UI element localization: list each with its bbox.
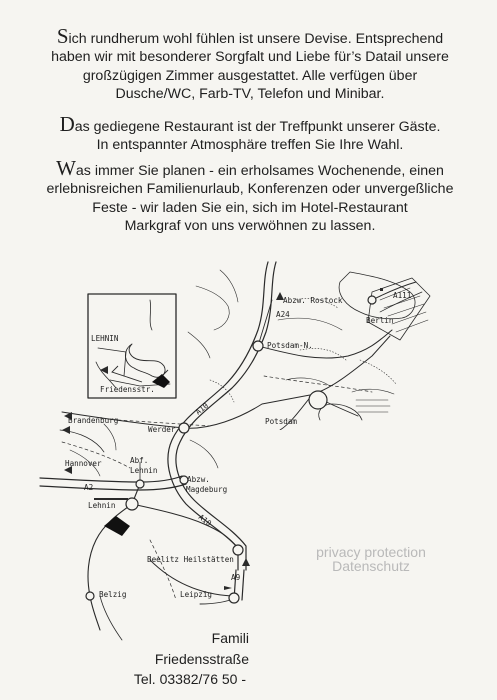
label-berlin: Berlin — [366, 316, 394, 325]
intro-paragraph-events — [20, 156, 480, 235]
inset-town-label: LEHNIN — [91, 334, 119, 343]
text-line: Feste - wir laden Sie ein, sich im Hotel-Restaurant — [92, 199, 408, 216]
drop-letter: S — [56, 24, 69, 48]
label-a10-low: A10 — [196, 512, 214, 529]
label-abf-lehnin: Lehnin — [130, 466, 158, 475]
text-line: Markgraf von uns verwöhnen zu lassen. — [124, 217, 376, 234]
text-line: as gediegene Restaurant ist der Treffpunkt unserer Gäste. — [74, 119, 441, 135]
label-a24: A24 — [276, 310, 290, 319]
privacy-watermark — [296, 545, 446, 573]
inset-street-label: Friedensstr. — [100, 385, 155, 394]
junction-werder — [179, 423, 189, 433]
label-lehnin: Lehnin — [88, 501, 116, 510]
junction-beelitz — [233, 545, 243, 555]
label-a111: A111 — [393, 291, 412, 300]
label-a2: A2 — [84, 483, 94, 492]
a2-road — [40, 476, 182, 482]
label-magdeburg: Magdeburg — [186, 485, 228, 494]
label-belzig: Belzig — [99, 590, 127, 599]
junction-belzig — [86, 592, 94, 600]
text-line: erlebnisreichen Familienurlaub, Konferenzen oder unvergeßliche — [46, 181, 454, 198]
drop-letter: D — [59, 112, 75, 136]
text-line: großzügigen Zimmer ausgestattet. Alle verfügen über — [82, 67, 418, 84]
label-leipzig: Leipzig — [180, 590, 213, 599]
label-potsdam-n: Potsdam-N. — [267, 341, 313, 350]
label-brandenburg: Brandenburg — [68, 416, 119, 425]
label-a10-top: A10 — [193, 401, 211, 417]
label-werder: Werder — [148, 425, 176, 434]
junction-potsdam — [309, 391, 327, 409]
label-hannover: Hannover — [65, 459, 102, 468]
text-line: ich rundherum wohl fühlen ist unsere Devise. Entsprechend — [68, 31, 444, 47]
hotel-marker-icon — [104, 516, 130, 536]
intro-paragraph-rooms — [20, 24, 480, 103]
junction-leipzig — [229, 593, 239, 603]
label-abf: Abf. — [130, 456, 149, 465]
watermark-line: privacy protection — [316, 544, 426, 560]
label-beelitz: Beelitz Heilstätten — [147, 555, 234, 564]
label-potsdam: Potsdam — [265, 417, 298, 426]
footer-name: Famili — [211, 630, 249, 646]
footer-phone: Tel. 03382/76 50 - — [133, 671, 246, 687]
text-line: Dusche/WC, Farb-TV, Telefon und Minibar. — [115, 85, 385, 102]
text-line: haben wir mit besonderer Sorgfalt und Liebe für’s Datail unsere — [51, 49, 449, 66]
text-line: as immer Sie planen - ein erholsames Wochenende, einen — [75, 163, 444, 179]
intro-paragraph-restaurant — [20, 112, 480, 155]
junction-potsdam-n — [253, 341, 263, 351]
junction-abf-lehnin — [136, 480, 144, 488]
label-a9: A9 — [231, 573, 241, 582]
watermark-line: Datenschutz — [332, 558, 410, 574]
footer-street: Friedensstraße — [154, 651, 249, 667]
label-abzw-rostock: Abzw. Rostock — [283, 296, 343, 305]
inset-lake — [125, 344, 165, 377]
text-line: In entspannter Atmosphäre treffen Sie Ihre Wahl. — [96, 137, 404, 154]
drop-letter: W — [56, 156, 76, 180]
label-abzw: Abzw. — [187, 475, 210, 484]
junction-berlin — [368, 296, 376, 304]
